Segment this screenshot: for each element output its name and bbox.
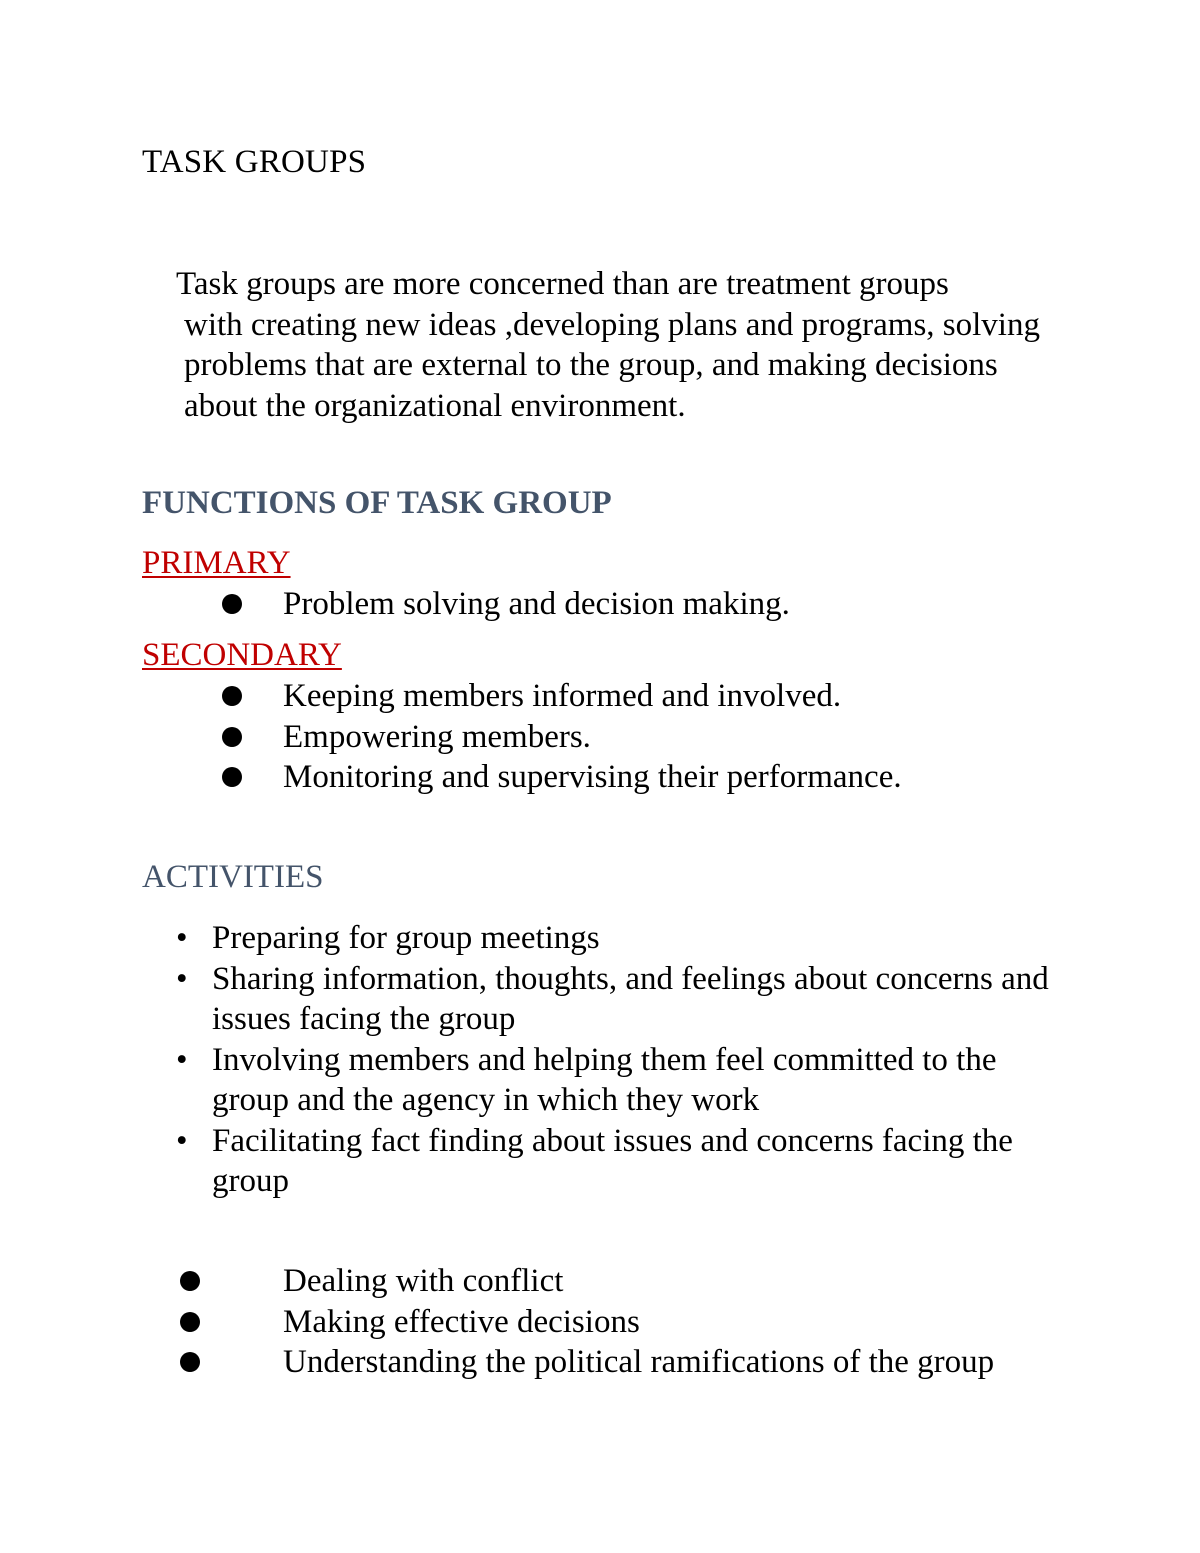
functions-heading: FUNCTIONS OF TASK GROUP (142, 485, 612, 521)
list-item-text: Making effective decisions (283, 1303, 640, 1340)
intro-first-line: Task groups are more concerned than are treatment groups (176, 266, 949, 302)
page-title: TASK GROUPS (142, 144, 367, 180)
bullet-dot-icon (222, 686, 242, 706)
bullet-dot-icon (180, 1352, 200, 1372)
bullet-dot-icon (222, 767, 242, 787)
activities-heading: ACTIVITIES (142, 859, 324, 895)
primary-label: PRIMARY (142, 545, 291, 581)
bullet-dot-icon (180, 1271, 200, 1291)
secondary-label: SECONDARY (142, 637, 342, 673)
bullet-icon: • (176, 960, 188, 997)
list-item-text: Sharing information, thoughts, and feelings about concerns and issues facing the group (212, 960, 1049, 1037)
list-item (176, 1040, 1076, 1121)
bullet-icon: • (176, 1041, 188, 1078)
list-item-text: Problem solving and decision making. (283, 586, 790, 622)
bullet-dot-icon (180, 1312, 200, 1332)
list-item (176, 1121, 1076, 1202)
list-item-text: Preparing for group meetings (212, 920, 600, 956)
list-item-text: Empowering members. (283, 718, 591, 755)
bullet-dot-icon (222, 727, 242, 747)
list-item-text: Keeping members informed and involved. (283, 678, 842, 714)
intro-paragraph (176, 264, 1056, 426)
intro-continuation: with creating new ideas ,developing plans and programs, solving problems that are external to the group, and making decisions about the organizational environment. (184, 306, 1040, 424)
list-item (176, 959, 1076, 1040)
list-item-text: Monitoring and supervising their performance. (283, 759, 902, 795)
list-item-text: Involving members and helping them feel committed to the group and the agency in which they work (212, 1041, 997, 1118)
bullet-icon: • (176, 920, 188, 956)
bullet-dot-icon (222, 594, 242, 614)
activities-list (176, 918, 1076, 1202)
list-item-text: Dealing with conflict (283, 1263, 564, 1299)
list-item-text: Facilitating fact finding about issues and concerns facing the group (212, 1122, 1013, 1199)
list-item-text: Understanding the political ramifications of the group (283, 1344, 995, 1380)
list-item (176, 918, 1076, 959)
bullet-icon: • (176, 1122, 188, 1159)
